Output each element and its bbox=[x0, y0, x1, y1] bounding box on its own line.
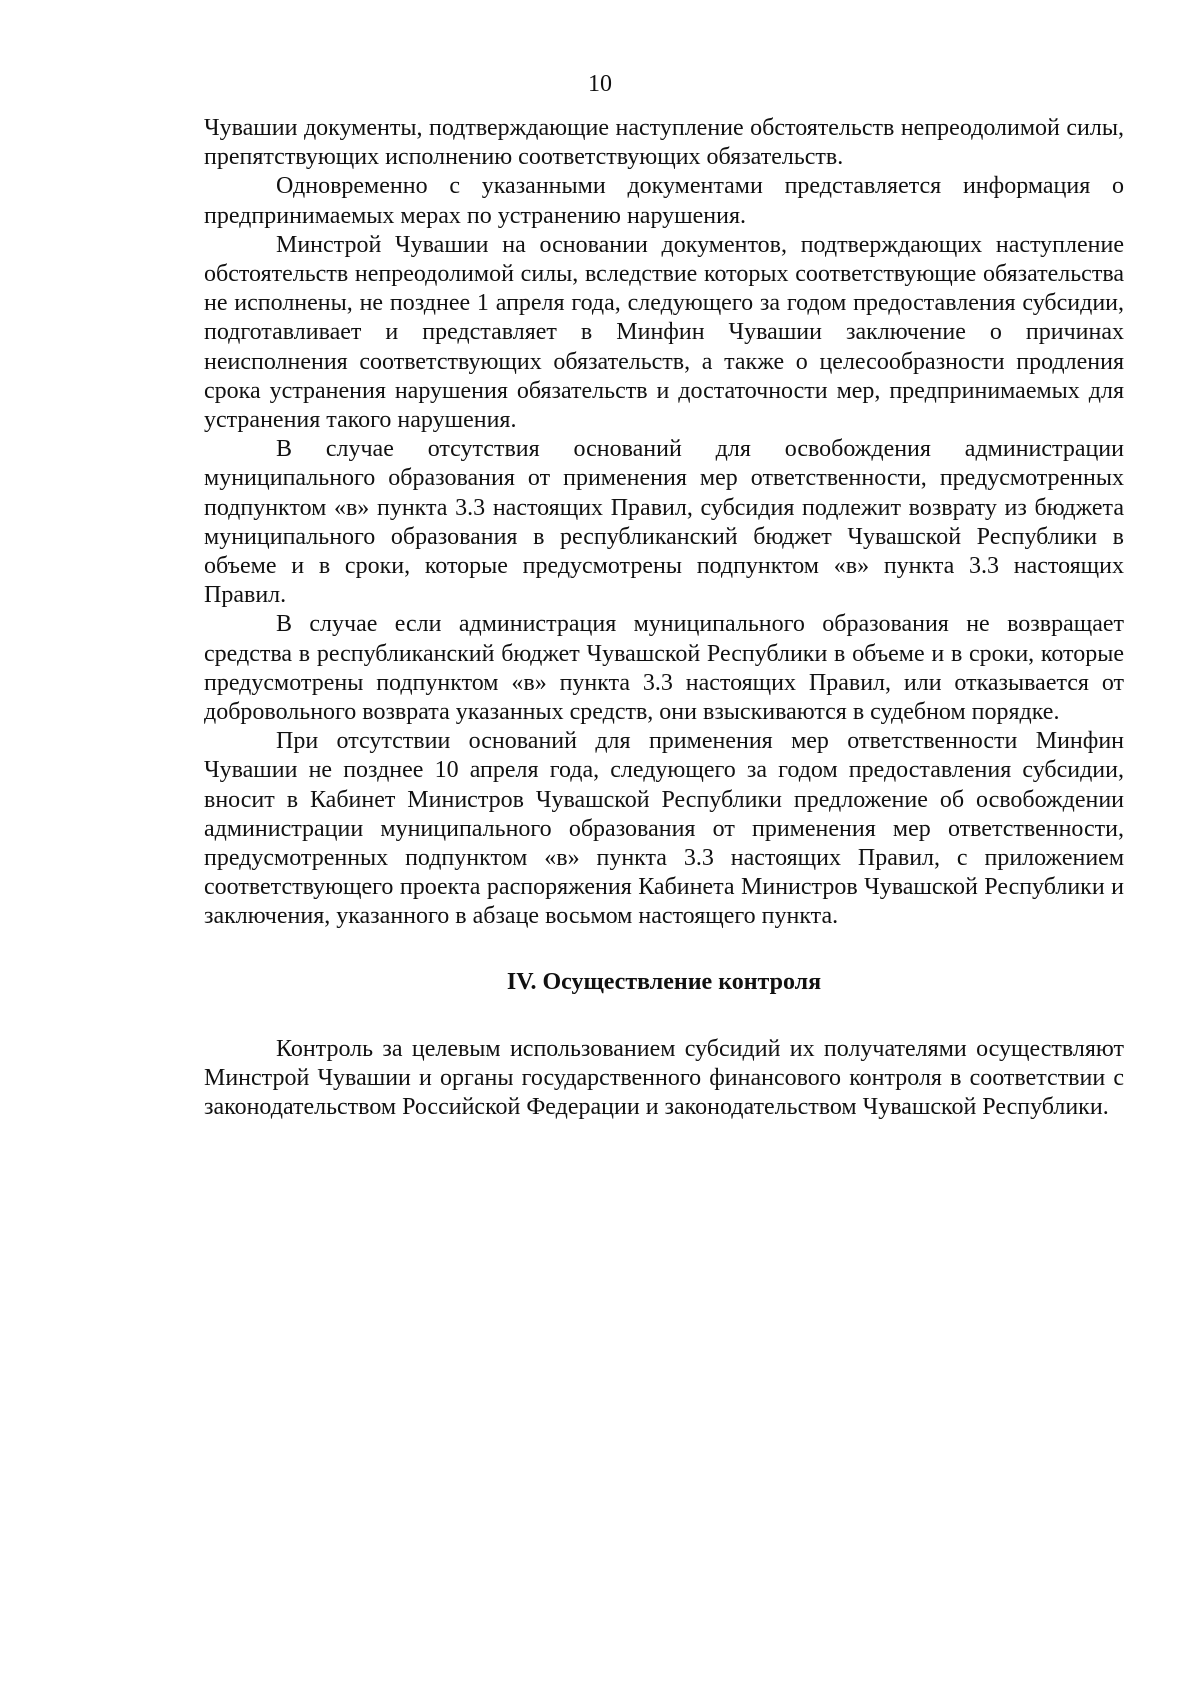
paragraph: При отсутствии оснований для применения мер ответственности Минфин Чувашии не позднее 10 апреля года, следующего за годом предоставления субсидии, вносит в Кабинет Министров Чувашской Республики предложение об освобождении администрации муниципального образования от применения мер ответственности, предусмотренных подпунктом «в» пункта 3.3 настоящих Правил, с приложением соответствующего проекта распоряжения Кабинета Министров Чувашской Республики и заключения, указанного в абзаце восьмом настоящего пункта. bbox=[204, 728, 1124, 930]
paragraph: Одновременно с указанными документами представляется информация о предпринимаемых мерах по устранению нарушения. bbox=[204, 173, 1124, 229]
paragraph: В случае отсутствия оснований для освобождения администрации муниципального образования от применения мер ответственности, предусмотренных подпунктом «в» пункта 3.3 настоящих Правил, субсидия подлежит возврату из бюджета муниципального образования в республиканский бюджет Чувашской Республики в объеме и в сроки, которые предусмотрены подпунктом «в» пункта 3.3 настоящих Правил. bbox=[204, 436, 1124, 609]
paragraph: В случае если администрация муниципального образования не возвращает средства в республиканский бюджет Чувашской Республики в объеме и в сроки, которые предусмотрены подпунктом «в» пункта 3.3 настоящих Правил, или отказывается от добровольного возврата указанных средств, они взыскиваются в судебном порядке. bbox=[204, 611, 1124, 726]
section-heading: IV. Осуществление контроля bbox=[506, 968, 822, 995]
document-body bbox=[204, 114, 1124, 1123]
paragraph-continuation: Чувашии документы, подтверждающие наступление обстоятельств непреодолимой силы, препятствующих исполнению соответствующих обязательств. bbox=[204, 115, 1124, 171]
paragraph: Минстрой Чувашии на основании документов, подтверждающих наступление обстоятельств непреодолимой силы, вследствие которых соответствующие обязательства не исполнены, не позднее 1 апреля года, следующего за годом предоставления субсидии, подготавливает и представляет в Минфин Чувашии заключение о причинах неисполнения соответствующих обязательств, а также о целесообразности продления срока устранения нарушения обязательств и достаточности мер, предпринимаемых для устранения такого нарушения. bbox=[204, 231, 1124, 434]
section-paragraph: Контроль за целевым использованием субсидий их получателями осуществляют Минстрой Чувашии и органы государственного финансового контроля в соответствии с законодательством Российской Федерации и законодательством Чувашской Республики. bbox=[204, 1035, 1124, 1121]
page-number: 10 bbox=[588, 71, 612, 97]
